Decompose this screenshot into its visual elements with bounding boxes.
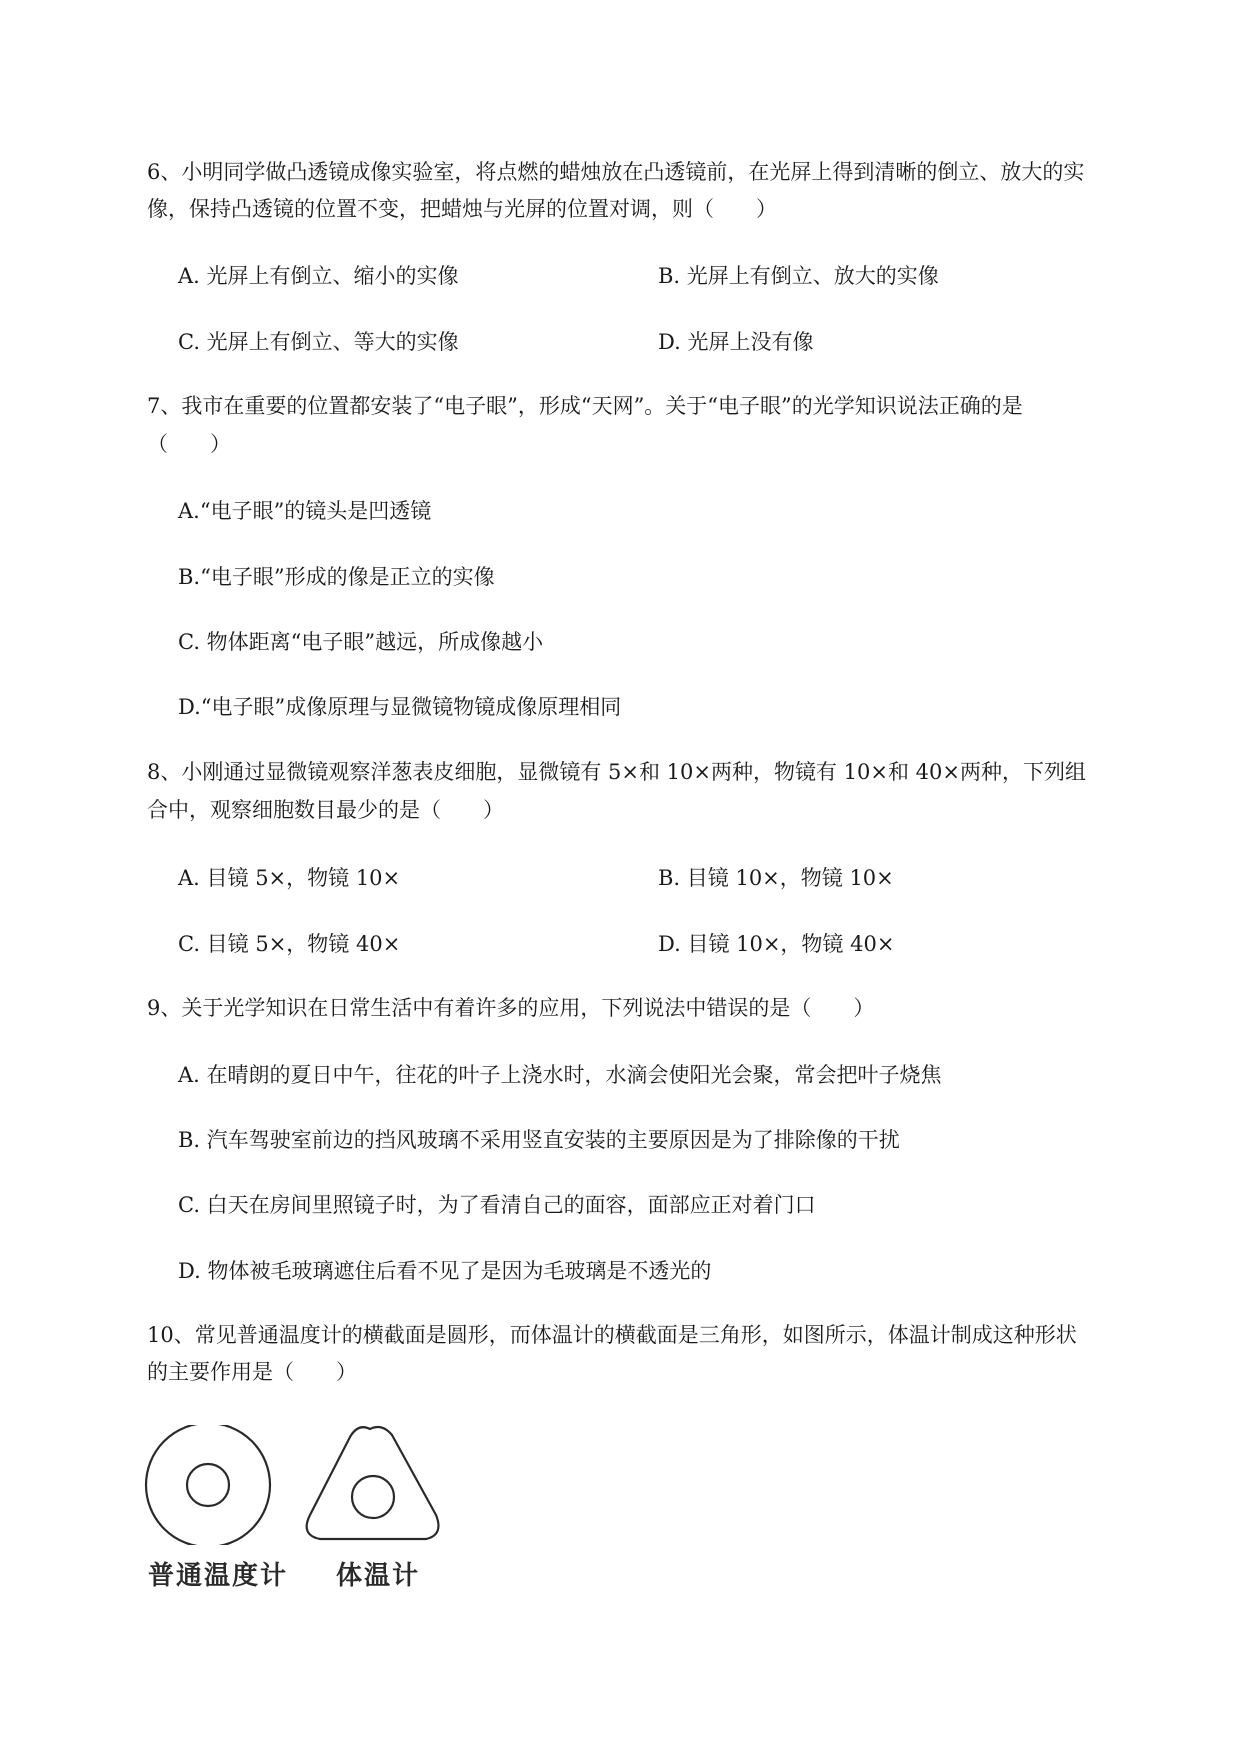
clinical-thermometer-inner-circle (352, 1476, 394, 1518)
question-6-stem-line-1: 6、小明同学做凸透镜成像实验室，将点燃的蜡烛放在凸透镜前，在光屏上得到清晰的倒立、放大的实 (147, 160, 1085, 184)
question-10-stem-line-2: 的主要作用是（ ） (147, 1360, 357, 1384)
question-10-stem-line-1: 10、常见普通温度计的横截面是圆形，而体温计的横截面是三角形，如图所示，体温计制成这种形状 (147, 1323, 1077, 1347)
question-6-option-a: A. 光屏上有倒立、缩小的实像 (178, 264, 459, 288)
question-9-option-b: B. 汽车驾驶室前边的挡风玻璃不采用竖直安装的主要原因是为了排除像的干扰 (178, 1128, 900, 1152)
ordinary-thermometer-outer-circle (146, 1425, 270, 1545)
question-8-option-a: A. 目镜 5×，物镜 10× (178, 866, 401, 890)
question-9-option-c: C. 白天在房间里照镜子时，为了看清自己的面容，面部应正对着门口 (178, 1193, 816, 1217)
question-7-stem-line-2: （ ） (147, 432, 231, 456)
question-8-option-b: B. 目镜 10×，物镜 10× (658, 866, 894, 890)
question-6-option-c: C. 光屏上有倒立、等大的实像 (178, 330, 459, 354)
question-9-option-a: A. 在晴朗的夏日中午，往花的叶子上浇水时，水滴会使阳光会聚，常会把叶子烧焦 (178, 1063, 942, 1087)
question-8-stem-line-1: 8、小刚通过显微镜观察洋葱表皮细胞，显微镜有 5×和 10×两种，物镜有 10×和 40×两种，下列组 (147, 760, 1086, 784)
thermometer-cross-section-figure (140, 1425, 460, 1595)
ordinary-thermometer-inner-circle (187, 1464, 229, 1506)
clinical-thermometer-triangle-outline (307, 1427, 439, 1539)
question-7-option-b: B.“电子眼”形成的像是正立的实像 (178, 565, 495, 589)
question-6-option-b: B. 光屏上有倒立、放大的实像 (658, 264, 939, 288)
question-7-option-c: C. 物体距离“电子眼”越远，所成像越小 (178, 630, 544, 654)
question-8-stem-line-2: 合中，观察细胞数目最少的是（ ） (147, 798, 504, 822)
question-6-option-d: D. 光屏上没有像 (658, 330, 814, 354)
clinical-thermometer-label: 体温计 (336, 1561, 421, 1591)
question-8-option-d: D. 目镜 10×，物镜 40× (658, 932, 895, 956)
ordinary-thermometer-label: 普通温度计 (148, 1561, 289, 1591)
question-7-option-a: A.“电子眼”的镜头是凹透镜 (178, 499, 432, 523)
question-8-option-c: C. 目镜 5×，物镜 40× (178, 932, 401, 956)
question-9-stem-line-1: 9、关于光学知识在日常生活中有着许多的应用，下列说法中错误的是（ ） (147, 996, 875, 1020)
question-7-stem-line-1: 7、我市在重要的位置都安装了“电子眼”，形成“天网”。关于“电子眼”的光学知识说法正确的是 (147, 394, 1023, 418)
question-7-option-d: D.“电子眼”成像原理与显微镜物镜成像原理相同 (178, 695, 622, 719)
question-6-stem-line-2: 像，保持凸透镜的位置不变，把蜡烛与光屏的位置对调，则（ ） (147, 197, 777, 221)
cross-section-drawings (140, 1425, 460, 1545)
question-9-option-d: D. 物体被毛玻璃遮住后看不见了是因为毛玻璃是不透光的 (178, 1259, 712, 1283)
